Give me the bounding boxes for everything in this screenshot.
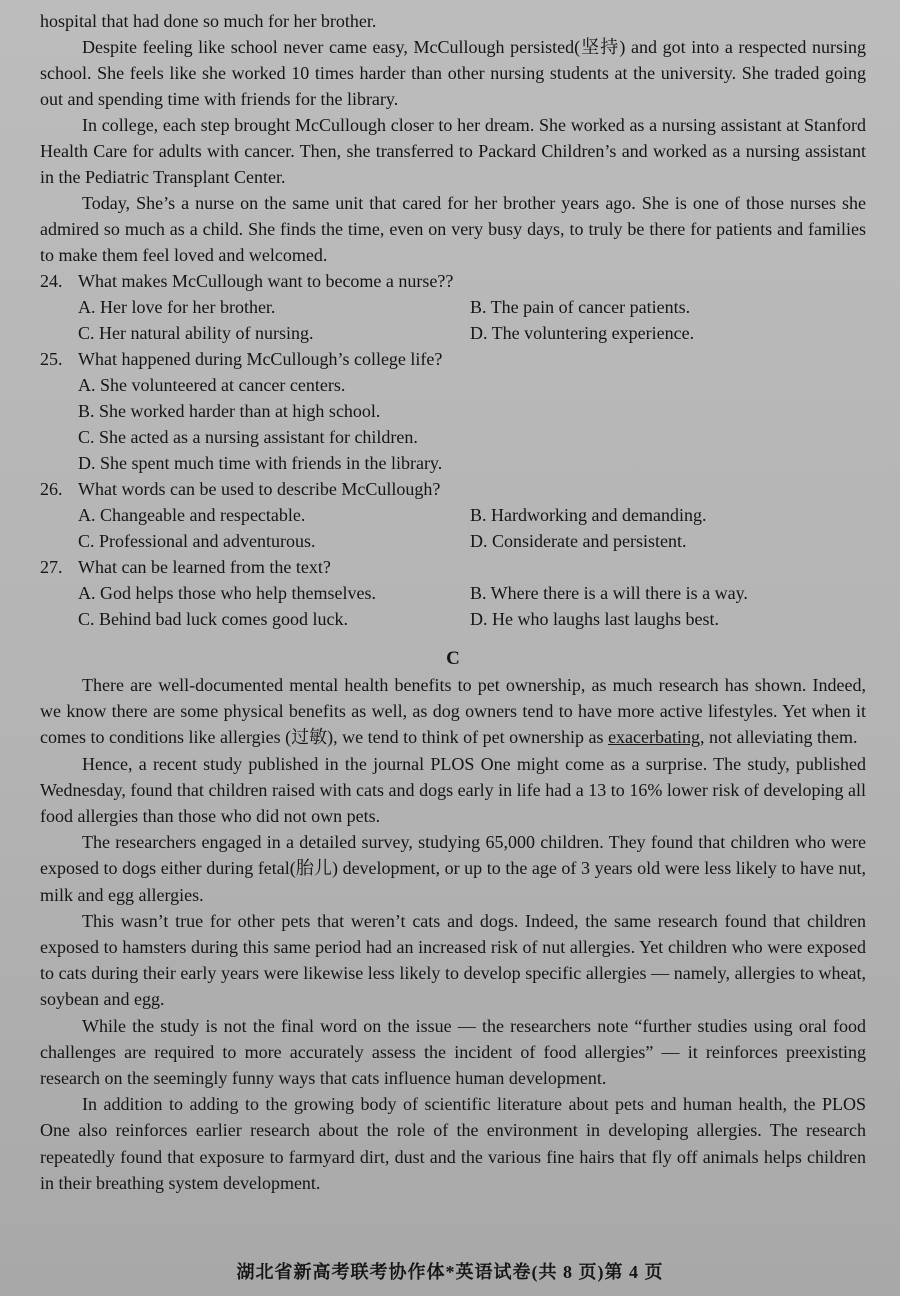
option-a: A. God helps those who help themselves.: [78, 583, 376, 603]
option-c: C. Her natural ability of nursing.: [78, 323, 314, 343]
option-b: B. The pain of cancer patients.: [470, 297, 691, 317]
passage-c-paragraph: The researchers engaged in a detailed survey, studying 65,000 children. They found that children who were exposed to dogs either during fetal(胎儿) development, or up to the age of 3 years old were less likely to have nut, milk and egg allergies.: [40, 832, 866, 905]
passage-c: [40, 672, 866, 1196]
passage-c-paragraph: Hence, a recent study published in the journal PLOS One might come as a surprise. The study, published Wednesday, found that children raised with cats and dogs early in life had a 13 to 16% lower risk of developing all food allergies than those who did not own pets.: [40, 753, 866, 827]
option-b: B. Where there is a will there is a way.: [470, 583, 748, 603]
option-d: D. Considerate and persistent.: [470, 531, 687, 551]
option-b: B. Hardworking and demanding.: [470, 505, 707, 525]
question-stem: What makes McCullough want to become a nurse??: [78, 271, 454, 291]
question-25: [40, 346, 866, 476]
question-stem: What can be learned from the text?: [78, 557, 331, 577]
passage-b-paragraph: hospital that had done so much for her brother.: [40, 11, 377, 31]
passage-c-paragraph: While the study is not the final word on the issue — the researchers note “further studies using oral food challenges are required to more accurately assess the incident of food allergies” — it reinforces preexisting research on the seemingly funny ways that cats influence human development.: [40, 1015, 866, 1089]
passage-b-paragraph: Despite feeling like school never came easy, McCullough persisted(坚持) and got into a respected nursing school. She feels like she worked 10 times harder than other nursing students at the university. She traded going out and spending time with friends for the library.: [40, 37, 866, 109]
question-number: 25.: [40, 349, 63, 369]
option-c: C. She acted as a nursing assistant for children.: [78, 427, 418, 447]
question-number: 27.: [40, 557, 63, 577]
question-24: [40, 268, 866, 346]
underlined-word: exacerbating: [608, 727, 701, 748]
option-c: C. Professional and adventurous.: [78, 531, 316, 551]
passage-c-paragraph: [40, 672, 866, 751]
option-b: B. She worked harder than at high school.: [78, 401, 381, 421]
passage-c-text: , not alleviating them.: [700, 727, 858, 748]
option-a: A. Changeable and respectable.: [78, 505, 306, 525]
question-stem: What words can be used to describe McCullough?: [78, 479, 441, 499]
question-27: [40, 554, 866, 632]
page-footer: 湖北省新高考联考协作体*英语试卷(共 8 页)第 4 页: [236, 1262, 664, 1282]
text-column: [40, 8, 866, 1196]
question-number: 26.: [40, 479, 63, 499]
option-a: A. She volunteered at cancer centers.: [78, 375, 346, 395]
passage-c-paragraph: This wasn’t true for other pets that weren’t cats and dogs. Indeed, the same research found that children exposed to hamsters during this same period had an increased risk of nut allergies. Yet children who were exposed to cats during their early years were likewise less likely to develop specific allergies — namely, allergies to wheat, soybean and egg.: [40, 910, 866, 1010]
option-d: D. She spent much time with friends in the library.: [78, 453, 443, 473]
question-26: [40, 476, 866, 554]
section-heading-c: C: [446, 648, 460, 669]
option-d: D. The voluntering experience.: [470, 323, 695, 343]
passage-b-paragraph: Today, She’s a nurse on the same unit that cared for her brother years ago. She is one of those nurses she admired so much as a child. She finds the time, even on very busy days, to truly be there for patients and families to make them feel loved and welcomed.: [40, 193, 866, 265]
question-number: 24.: [40, 271, 63, 291]
option-c: C. Behind bad luck comes good luck.: [78, 609, 348, 629]
question-stem: What happened during McCullough’s college life?: [78, 349, 443, 369]
option-d: D. He who laughs last laughs best.: [470, 609, 719, 629]
option-a: A. Her love for her brother.: [78, 297, 276, 317]
passage-c-text: There are well-documented mental health benefits to pet ownership, as much research has shown. Indeed, we know there are some physical benefits as well, as dog owners tend to have more active lifestyles. Yet when it comes to conditions like allergies (过敏), we tend to think of pet ownership as: [40, 675, 866, 748]
passage-c-paragraph: In addition to adding to the growing body of scientific literature about pets and human health, the PLOS One also reinforces earlier research about the role of the environment in developing allergies. The research repeatedly found that exposure to farmyard dirt, dust and the various fine hairs that fly off animals helps children in their breathing system development.: [40, 1094, 866, 1193]
passage-b-paragraph: In college, each step brought McCullough closer to her dream. She worked as a nursing assistant at Stanford Health Care for adults with cancer. Then, she transferred to Packard Children’s and worked as a nursing assistant in the Pediatric Transplant Center.: [40, 115, 866, 187]
